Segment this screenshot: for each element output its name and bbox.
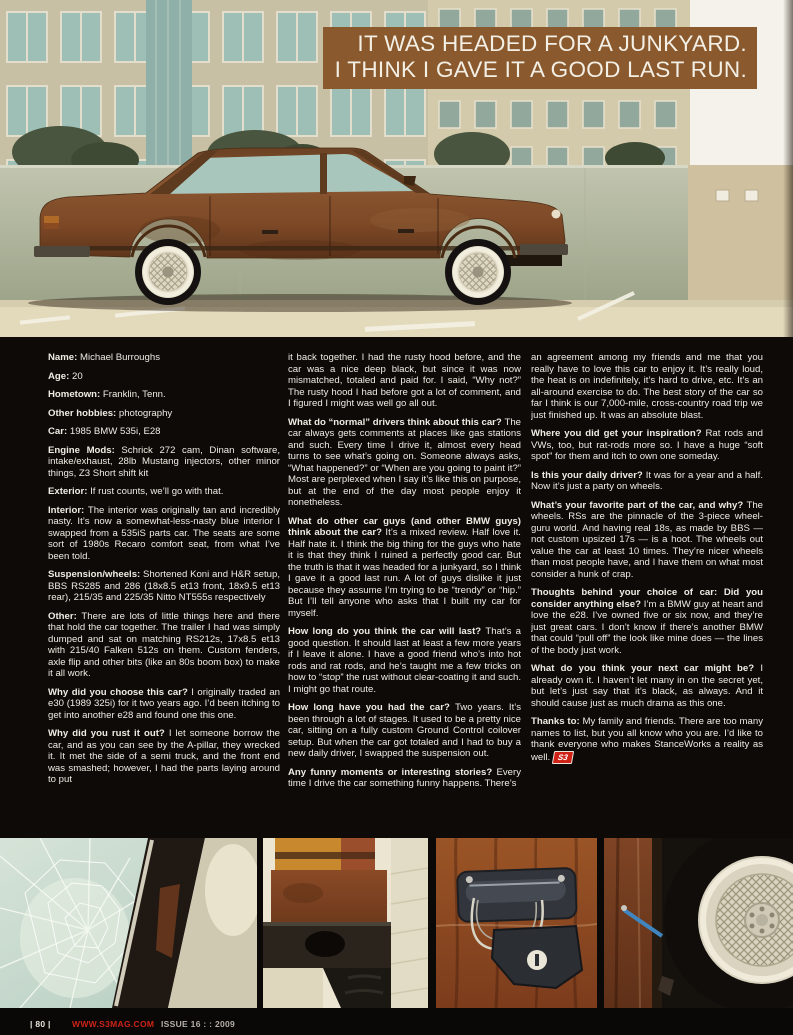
qa-paragraph <box>531 470 763 493</box>
paragraph-label: What do “normal” drivers think about this car? <box>288 416 505 428</box>
paragraph-text: Michael Burroughs <box>80 352 160 363</box>
qa-paragraph <box>48 389 280 401</box>
paragraph-label: Where you did get your inspiration? <box>531 428 706 439</box>
paragraph-text: photography <box>118 407 173 419</box>
pull-quote-line-2: I THINK I GAVE IT A GOOD LAST RUN. <box>334 57 747 82</box>
paragraph-text: Every time I drive the car something funny happens. There’s <box>288 766 521 789</box>
qa-paragraph <box>48 371 280 383</box>
paragraph-text: Schrick 272 cam, Dinan software, intake/exhaust, 28lb Mustang injectors, other minor things, Z3 Short shift kit <box>48 444 280 479</box>
qa-paragraph <box>48 352 280 364</box>
pull-quote <box>323 27 757 89</box>
paragraph-label: Engine Mods: <box>48 444 122 456</box>
rear-bumper <box>34 246 90 257</box>
continuation-paragraph <box>288 352 521 410</box>
utility-box <box>716 190 729 201</box>
paragraph-label: Other hobbies: <box>48 407 119 419</box>
paragraph-text: 1985 BMW 535i, E28 <box>69 426 161 437</box>
paragraph-label: Other: <box>48 610 82 622</box>
detail-photo-wheel <box>604 838 793 1008</box>
qa-paragraph <box>48 569 280 604</box>
bbs-wheel-rear <box>135 239 201 305</box>
headlight <box>552 210 561 219</box>
qa-paragraph <box>531 428 763 463</box>
wall-pillar <box>688 165 793 302</box>
issue-info: ISSUE 16 : : 2009 <box>161 1019 236 1029</box>
paragraph-label: Why did you rust it out? <box>48 728 169 739</box>
qa-paragraph <box>288 702 521 760</box>
qa-paragraph <box>48 687 280 722</box>
qa-paragraph <box>531 587 763 656</box>
paragraph-text: It’s a mixed review. Half love it. Half hate it. I think the big thing for the guys who hate it is that they think I ruined a perfectly good car. But the truth is that it was headed for a junkyard, so I think I gave it a good last run. A lot of guys dislike it just because they assume I’m trying to be “trendy” or “hip.” But I’ll tell anyone who asks that I built my car for myself. <box>288 527 521 619</box>
qa-paragraph <box>288 626 521 695</box>
paragraph-label: Is this your daily driver? <box>531 469 646 481</box>
page-footer <box>0 1008 793 1035</box>
paragraph-text: 20 <box>71 370 83 382</box>
detail-photo-rear-bumper <box>263 838 428 1008</box>
hero-photo <box>0 0 793 337</box>
article-column-1 <box>48 352 280 834</box>
qa-paragraph <box>531 663 763 709</box>
scan-edge-shadow <box>783 0 793 337</box>
paragraph-label: Name: <box>48 352 80 363</box>
detail-photo-door-handle <box>436 838 597 1008</box>
paragraph-label: What do you think your next car might be? <box>531 663 761 674</box>
qa-paragraph <box>48 445 280 480</box>
qa-paragraph <box>48 728 280 786</box>
paragraph-label: Exterior: <box>48 486 91 497</box>
qa-paragraph <box>48 486 280 498</box>
paragraph-label: Why did you choose this car? <box>48 686 192 698</box>
qa-paragraph <box>48 505 280 563</box>
paragraph-text: I let someone borrow the car, and as you can see by the A-pillar, they wrecked it. It met the side of a semi truck, and the front end was smashed; however, I had the parts laying around to put <box>48 728 280 785</box>
paragraph-text: Two years. It’s been through a lot of stages. It used to be a pretty nice car, sitting on a fully custom Ground Control coilover setup. But when the car got totaled and I had to buy a new daily driver, I swapped the suspension out. <box>288 702 521 759</box>
detail-photo-strip <box>0 838 793 1008</box>
utility-box <box>745 190 758 201</box>
page-number: | 80 | <box>30 1019 51 1029</box>
article-column-2 <box>288 352 521 834</box>
pull-quote-line-1: IT WAS HEADED FOR A JUNKYARD. <box>357 31 747 56</box>
paragraph-text: I already own it. I haven’t let many in on the secret yet, but let’s just say that it’s black, as always. And it should cause just as much drama as this one. <box>531 663 763 709</box>
article-column-3 <box>531 352 763 834</box>
website-url: WWW.S3MAG.COM <box>72 1019 155 1029</box>
paragraph-text: It was for a year and a half. Now it’s just a party on wheels. <box>531 469 763 492</box>
paragraph-label: Any funny moments or interesting stories? <box>288 766 497 778</box>
paragraph-text: Shortened Koni and H&R setup, BBS RS285 and 286 (18x8.5 et13 front, 18x9.5 et13 rear), 215/35 and 225/35 Nitto NT555s respectively <box>48 569 280 603</box>
paragraph-label: Suspension/wheels: <box>48 569 144 580</box>
paragraph-text: The car always gets comments at places like gas stations and such. Every time I drive it, almost every head turns to see what’s going on. Someone always asks, “What happened?” or “When are you going to paint it?” Most are perplexed when I say it’s like this on purpose, but at the end of the day most people enjoy it nonetheless. <box>288 416 521 508</box>
paragraph-label: Age: <box>48 370 72 382</box>
front-bumper <box>520 244 568 255</box>
stairs-background <box>391 838 428 1008</box>
rusty-fender <box>604 838 660 1008</box>
paragraph-text: That’s a good question. It should last at least a few more years if I leave it alone. I have a good friend who’s into hot rods and rat rods, and he’s taught me a few tricks on how to “stop” the rust without clear-coating it and such. I might go that route. <box>288 626 521 695</box>
paragraph-text: I originally traded an e30 (1989 325i) for it two years ago. I’d been itching to get into another e28 and found one this one. <box>48 686 280 721</box>
qa-paragraph <box>48 611 280 680</box>
bumper-hole <box>305 931 345 957</box>
paragraph-text: it back together. I had the rusty hood before, and the car was a nice deep black, but since it was now mismatched, totaled and paid for. I said, “Why not?” The rusty hood I had before got a lot of comment, and I figured I might was well go all out. <box>288 352 521 409</box>
paragraph-label: Car: <box>48 426 70 437</box>
paragraph-label: Thanks to: <box>531 716 583 727</box>
qa-paragraph <box>531 716 763 764</box>
paragraph-label: Thoughts behind your choice of car: Did you consider anything else? <box>531 587 763 610</box>
qa-paragraph <box>288 767 521 790</box>
paragraph-text: an agreement among my friends and me that you really have to love this car to enjoy it. It’s really loud, the heat is on indefinitely, it’s hard to drive, etc. It’s an all-around exercise to do. The best story of the car so far I think is our 7,000-mile, cross-country road trip we just finished up. It was an absolute blast. <box>531 352 763 421</box>
paragraph-label: What do other car guys (and other BMW guys) think about the car? <box>288 515 521 538</box>
qa-paragraph <box>48 408 280 420</box>
paragraph-text: I’m a BMW guy at heart and love the e28. I’ve owned five or six now, and they’re just great cars. I don’t know if there’s another BMW that could “pull off” the look like mine does — the lines of the body just work. <box>531 598 763 656</box>
paragraph-text: There are lots of little things here and there that hold the car together. The trailer I had was simply dumped and sat on matching RS212s, 17x8.5 et13 with 215/40 Falken 512s on them. Custom fenders, axle flip and other bits (like an 80s boom box) to make it all work. <box>48 610 280 679</box>
paragraph-label: Hometown: <box>48 389 103 400</box>
paragraph-label: Interior: <box>48 504 88 516</box>
detail-photo-shattered-windshield <box>0 838 257 1008</box>
door-handle <box>262 230 278 234</box>
article-body <box>0 337 793 838</box>
paragraph-label: How long do you think the car will last? <box>288 626 486 637</box>
s3-logo-badge: S3 <box>552 751 574 764</box>
b-pillar <box>320 153 327 194</box>
paragraph-text: My family and friends. There are too many names to list, but you all know who you are. I’d like to thank everyone who makes StanceWorks a reality as well. <box>531 716 763 763</box>
paragraph-text: Rat rods and VWs, too, but rat-rods more so. I have a huge “soft spot” for them and itch to own one someday. <box>531 428 763 462</box>
paragraph-text: If rust counts, we’ll go with that. <box>90 486 224 497</box>
qa-paragraph <box>48 426 280 438</box>
qa-paragraph <box>288 516 521 620</box>
continuation-paragraph <box>531 352 763 421</box>
door-handle <box>398 229 414 233</box>
door-handle-assembly <box>457 868 577 922</box>
qa-paragraph <box>288 417 521 509</box>
qa-paragraph <box>531 500 763 581</box>
bbs-wheel-front <box>445 239 511 305</box>
paragraph-label: How long have you had the car? <box>288 702 455 713</box>
paragraph-text: The wheels. RSs are the pinnacle of the 3-piece wheel-guru world. And having real 18s, as made by BBS — not custom upsized 17s — is a hoot. The wheels out value the car at least 10 times. They’re nicer wheels than most people have, and I have them on what most consider a hunk of crap. <box>531 499 763 580</box>
paragraph-text: The interior was originally tan and incredibly nasty. It’s now a somewhat-less-nasty blue interior I swapped from a 535iS parts car. The seats are some sort of 1980s Recaro comfort seat, from what I’ve been told. <box>48 504 280 562</box>
paragraph-label: What’s your favorite part of the car, and why? <box>531 499 747 511</box>
paragraph-text: Franklin, Tenn. <box>102 389 166 400</box>
